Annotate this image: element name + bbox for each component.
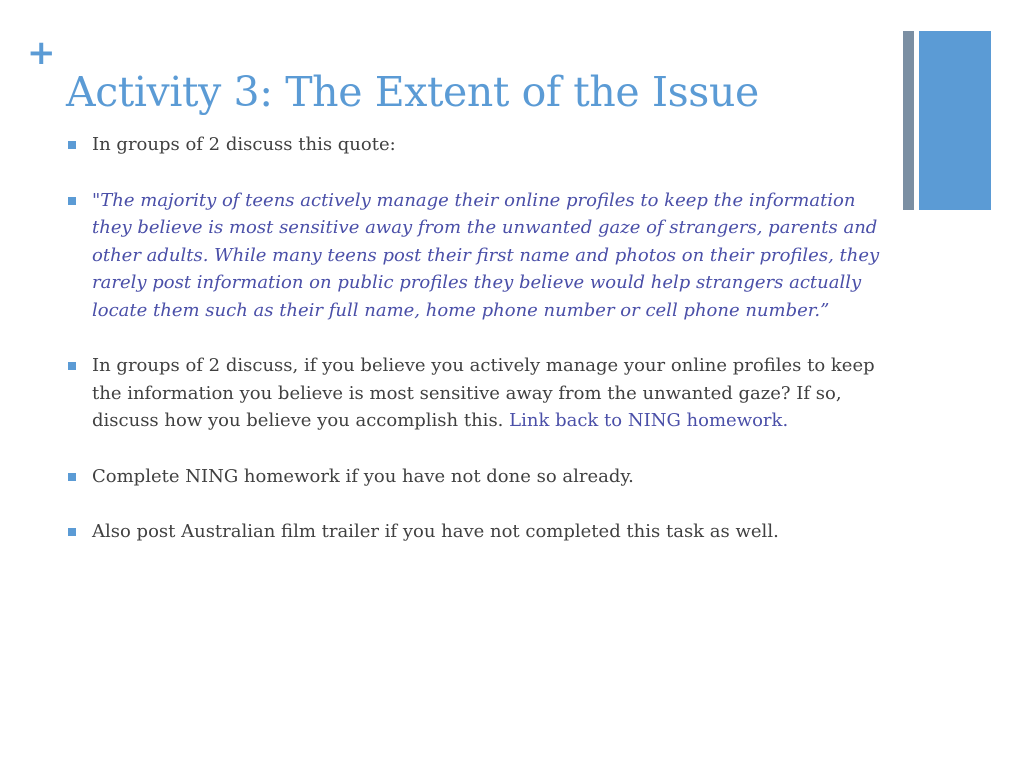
square-bullet-icon: [68, 141, 76, 149]
slide-title: Activity 3: The Extent of the Issue: [66, 68, 759, 116]
square-bullet-icon: [68, 362, 76, 370]
plus-icon: +: [27, 33, 56, 73]
ning-homework-link[interactable]: Link back to NING homework.: [509, 410, 789, 431]
decorative-bar-wide: [919, 31, 991, 210]
bullet-item-quote: [66, 187, 886, 325]
bullet-text: In groups of 2 discuss this quote:: [92, 134, 396, 155]
bullet-item-discuss-quote: [66, 131, 886, 159]
square-bullet-icon: [68, 528, 76, 536]
bullet-list: [66, 131, 886, 546]
square-bullet-icon: [68, 197, 76, 205]
quote-text: "The majority of teens actively manage their online profiles to keep the information they believe is most sensitive away from the unwanted gaze of strangers, parents and other adults. While many teens post their first name and photos on their profiles, they rarely post information on public profiles they believe would help strangers actually locate them such as their full name, home phone number or cell phone number.”: [92, 189, 880, 321]
bullet-text: Also post Australian film trailer if you have not completed this task as well.: [92, 521, 779, 542]
square-bullet-icon: [68, 473, 76, 481]
bullet-item-complete-ning: [66, 463, 886, 491]
bullet-text: In groups of 2 discuss, if you believe you actively manage your online profiles to keep the information you believe is most sensitive away from the unwanted gaze? If so, discuss how you believe you accomplish this.: [92, 355, 875, 431]
bullet-text: Complete NING homework if you have not done so already.: [92, 465, 634, 487]
decorative-bar-thin: [903, 31, 914, 210]
bullet-item-manage-profiles: [66, 352, 886, 435]
bullet-item-film-trailer: [66, 518, 886, 546]
